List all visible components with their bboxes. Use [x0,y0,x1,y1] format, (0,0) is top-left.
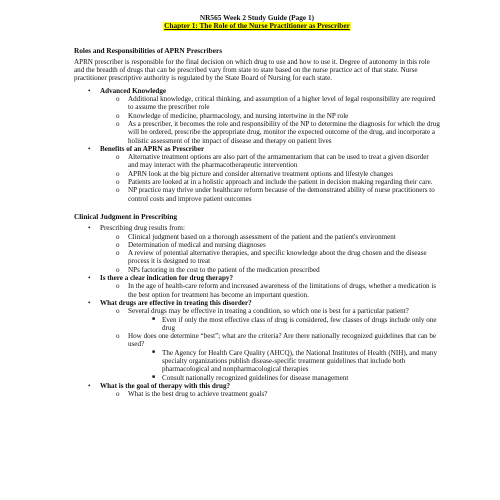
circle-bullet-icon: o [116,178,120,187]
list-item [74,145,440,203]
chapter-title: Chapter 1: The Role of the Nurse Practitioner as Prescriber [164,21,350,31]
list-item [114,266,440,274]
square-bullet-icon: ■ [152,349,156,355]
roles-intro: APRN prescriber is responsible for the final decision on which drug to use and how to use it. Degree of autonomy in this role and the breadth of drugs that can be prescribed vary from state to state based on the nurse practice act of that state. Nurse practitioner prescriptive authority is regulated by the State Board of Nursing for each state. [74,57,430,83]
list-item-text: Even if only the most effective class of drug is considered, few classes of drugs include only one drug [162,315,437,332]
square-bullet-icon: ■ [152,316,156,322]
list-item [114,112,440,120]
list-item [74,87,440,145]
list-item [114,153,440,170]
list-item [150,374,440,382]
list-item [114,178,440,186]
list-item-text: Knowledge of medicine, pharmacology, and nursing intertwine in the NP role [128,111,349,120]
list-item [114,307,440,332]
list-item-text: NPs factoring in the cost to the patient of the medication prescribed [128,265,320,274]
list-item-text: APRN look at the big picture and consider alternative treatment options and lifestyle changes [128,169,393,178]
list-item [114,332,440,382]
list-item-text: What is the best drug to achieve treatment goals? [128,390,268,399]
list-item-text: The Agency for Health Care Quality (AHCQ), the National Institutes of Health (NIH), and many specialty organizations publish disease-specific treatment guidelines that include both pharmacological and nonpharmacological therapies [162,348,438,374]
list-item-label: Advanced Knowledge [100,86,167,95]
circle-bullet-icon: o [116,390,120,399]
list-item-label: Prescribing drug results from: [100,224,185,233]
list-item [114,120,440,145]
circle-bullet-icon: o [116,169,120,178]
circle-bullet-icon: o [116,332,120,341]
list-item-text: Several drugs may be effective in treating a condition, so which one is best for a particular patient? [128,307,409,316]
list-item-text: As a prescriber, it becomes the role and responsibility of the NP to determine the diagnosis for which the drug will be ordered, prescribe the appropriate drug, monitor the expected outcome of the drug, and incorporate a holistic assessment of the impact of disease and therapy on patient lives [128,119,440,145]
document-title: NR565 Week 2 Study Guide (Page 1) [199,13,315,22]
list-item-text: How does one determine “best”; what are the criteria? Are there nationally recognized guidelines that can be used? [128,332,437,349]
list-item [114,186,440,203]
list-item [114,241,440,249]
list-item [74,382,440,399]
list-item [150,349,440,374]
circle-bullet-icon: o [116,119,120,128]
list-item [114,249,440,266]
roles-list [74,87,440,203]
list-item-label: Benefits of an APRN as Prescriber [100,144,205,153]
list-item [150,316,440,333]
bullet-icon: • [88,381,91,390]
bullet-icon: • [88,144,91,153]
circle-bullet-icon: o [116,111,120,120]
bullet-icon: • [88,274,91,283]
bullet-icon: • [88,298,91,307]
clinical-list [74,224,440,398]
list-item-text: Additional knowledge, critical thinking, and assumption of a higher level of legal responsibility are required to assume the prescriber role [128,95,436,112]
circle-bullet-icon: o [116,265,120,274]
list-item-text: NP practice may thrive under healthcare reform because of the demonstrated ability of nurse practitioners to control costs and improve patient outcomes [128,186,435,203]
list-item [74,299,440,382]
list-item [74,224,440,274]
list-item [114,390,440,398]
list-item-label: Is there a clear indication for drug therapy? [100,274,234,283]
list-item-text: A review of potential alternative therapies, and specific knowledge about the drug chosen and the disease process it is designed to treat [128,249,427,266]
roles-heading: Roles and Responsibilities of APRN Prescribers [74,45,223,55]
square-bullet-icon: ■ [152,374,156,380]
circle-bullet-icon: o [116,232,120,241]
circle-bullet-icon: o [116,240,120,249]
list-item-label: What is the goal of therapy with this drug? [100,381,231,390]
list-item [114,170,440,178]
title-block [74,14,440,31]
list-item-text: Alternative treatment options are also part of the armamentarium that can be used to treat a given disorder and may interact with the pharmacotherapeutic intervention [128,153,429,170]
circle-bullet-icon: o [116,307,120,316]
circle-bullet-icon: o [116,95,120,104]
list-item-text: Patients are looked at in a holistic approach and include the patient in decision making regarding their care. [128,178,433,187]
circle-bullet-icon: o [116,186,120,195]
list-item-text: Consult nationally recognized guidelines for disease management [162,373,349,382]
clinical-heading: Clinical Judgment in Prescribing [74,211,178,221]
list-item-label: What drugs are effective in treating this disorder? [100,298,252,307]
list-item-text: Clinical judgment based on a thorough assessment of the patient and the patient's environment [128,232,396,241]
circle-bullet-icon: o [116,249,120,258]
list-item-text: In the age of health-care reform and increased awareness of the limitations of drugs, whether a medication is the best option for treatment has become an important question. [128,282,437,299]
bullet-icon: • [88,224,91,233]
list-item [114,282,440,299]
list-item [74,274,440,299]
list-item [114,95,440,112]
list-item-text: Determination of medical and nursing diagnoses [128,240,266,249]
circle-bullet-icon: o [116,153,120,162]
bullet-icon: • [88,86,91,95]
list-item [114,233,440,241]
circle-bullet-icon: o [116,282,120,291]
